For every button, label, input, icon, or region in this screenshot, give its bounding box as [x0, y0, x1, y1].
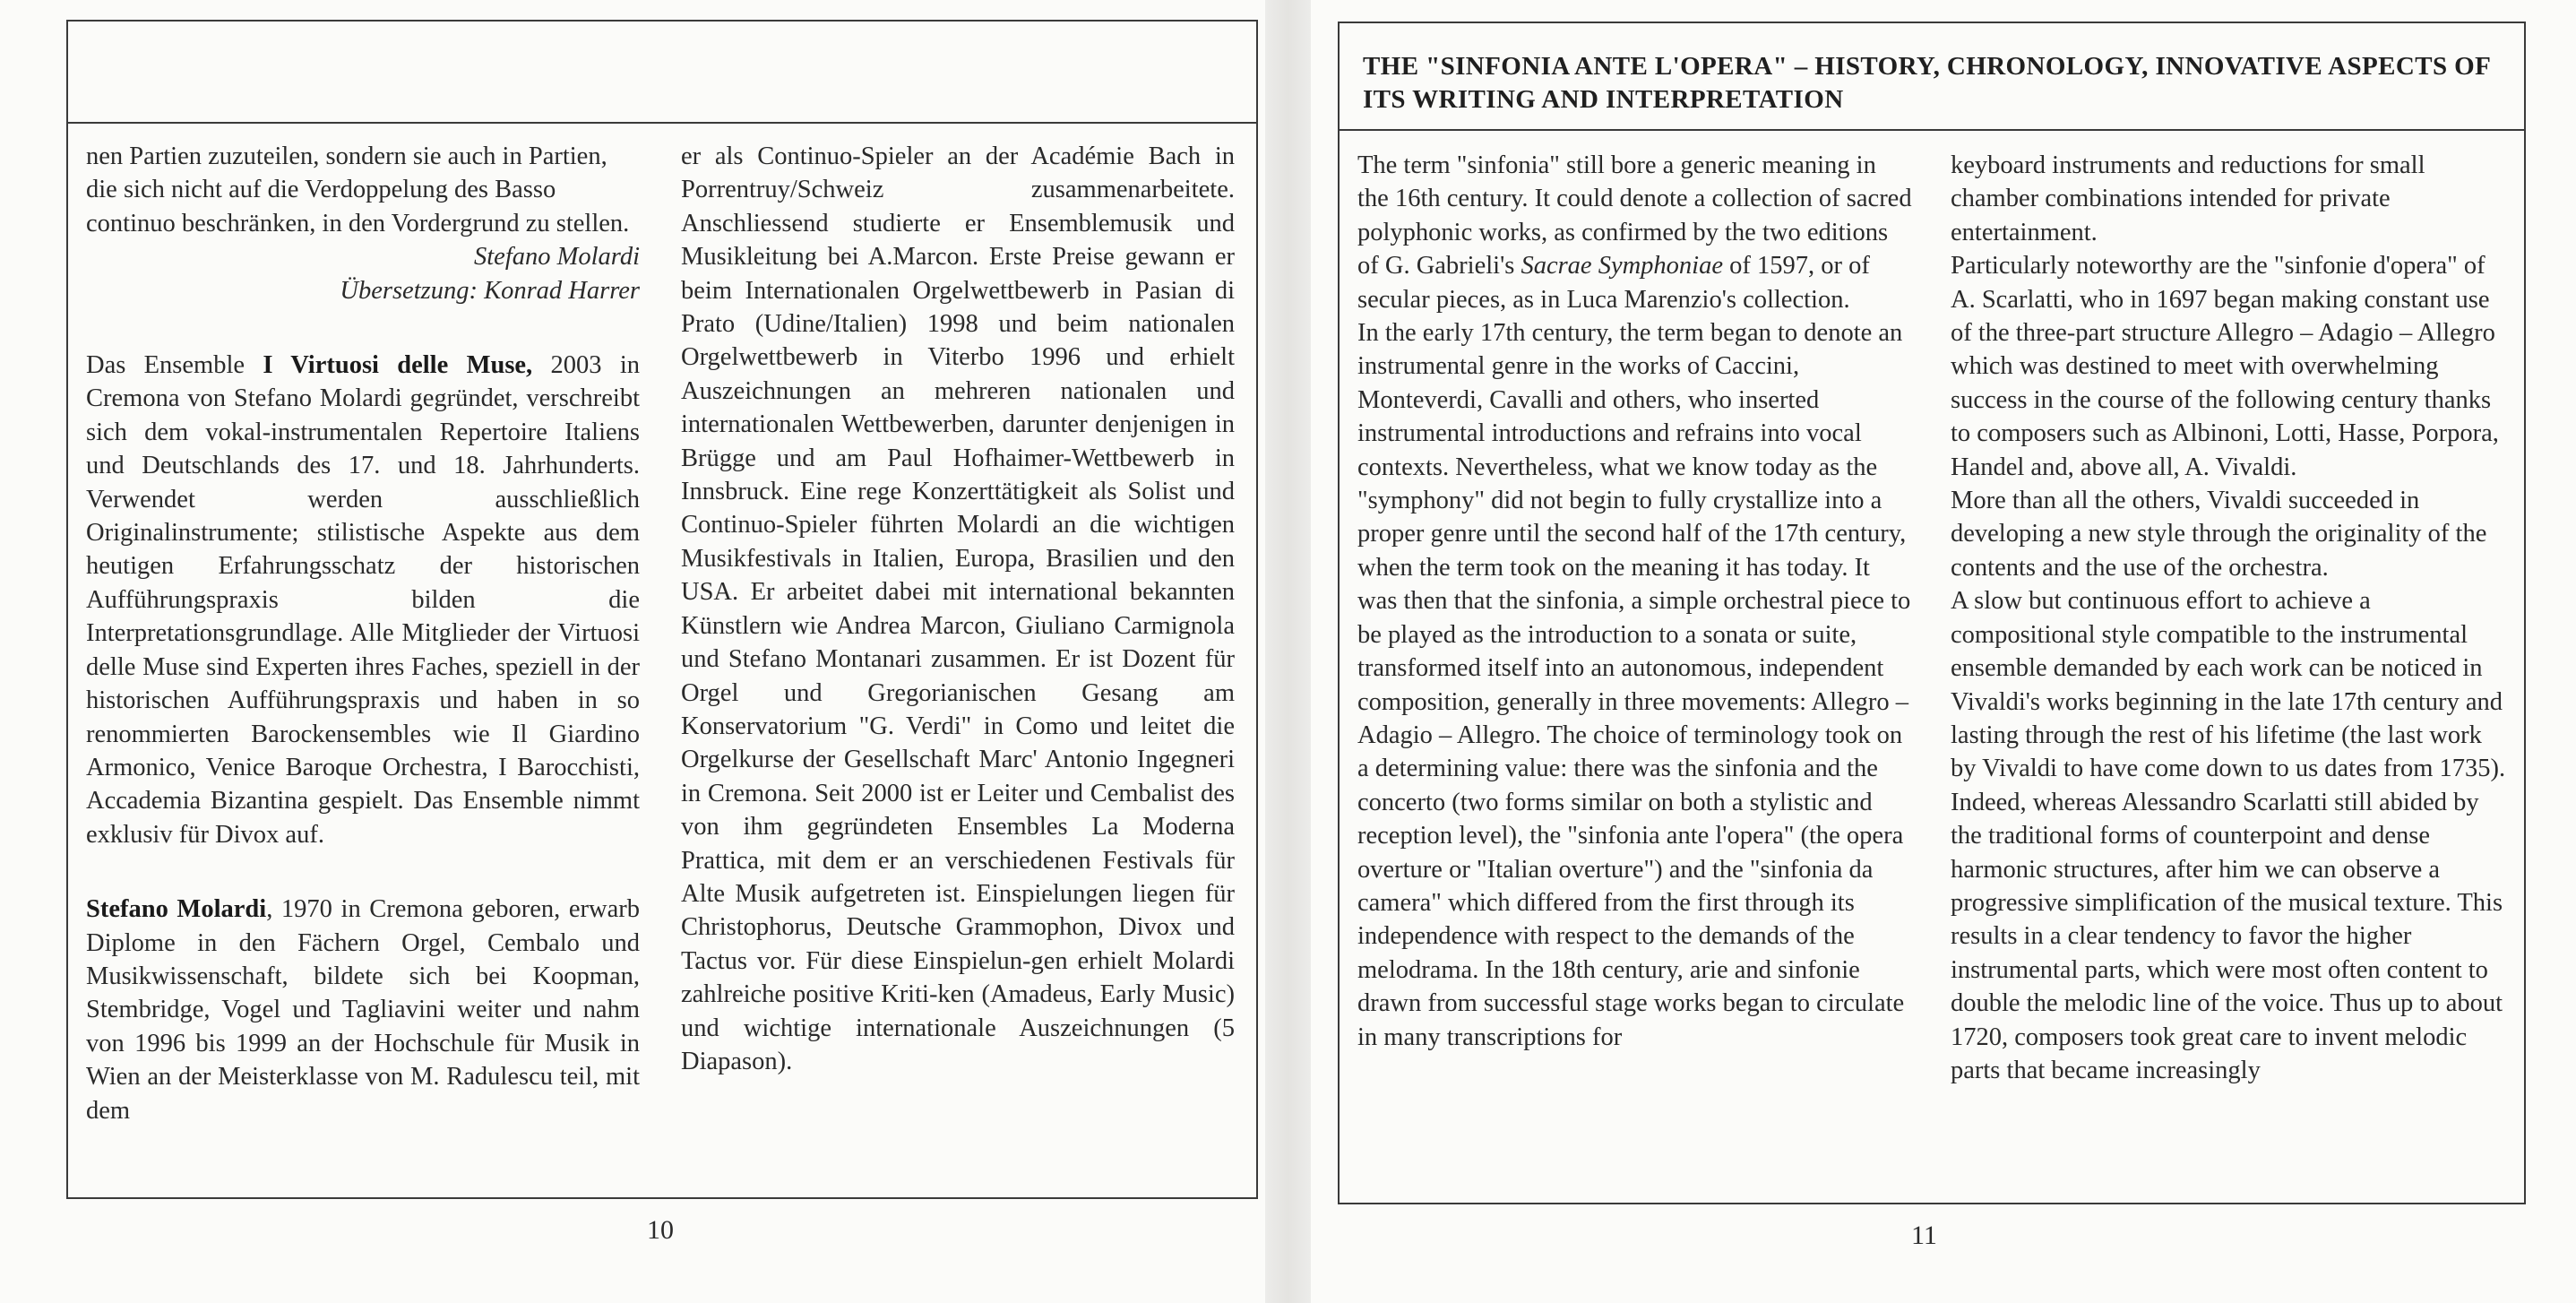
- paragraph: keyboard instruments and reductions for small chamber combinations intended for private entertainment.: [1951, 151, 2425, 246]
- right-column-2: [1951, 149, 2511, 1087]
- author-signature: Stefano Molardi: [474, 243, 640, 272]
- left-page: [0, 0, 1265, 1303]
- paragraph-ensemble: [86, 349, 640, 851]
- text-run: 2003 in Cremona von Stefano Molardi gegründet, verschreibt sich dem vokal-instrumentalen Repertoire Italiens und Deutschlands des 17. und 18. Jahrhunderts. Verwendet werden ausschließlich Originalinstrumente; stilistische Aspekte aus dem heutigen Erfahrungsschatz der historischen Aufführungspraxis bilden die Interpretationsgrundlage. Alle Mitglieder der Virtuosi delle Muse sind Experten ihres Faches, speziell in der historischen Aufführungspraxis und haben in so renommierten Barockensembles wie Il Giardino Armonico, Venice Baroque Orchestra, I Barocchisti, Accademia Bizantina gespielt. Das Ensemble nimmt exklusiv für Divox auf.: [86, 351, 640, 849]
- artist-name: Stefano Molardi: [86, 895, 267, 924]
- right-column-1: [1357, 149, 1913, 1054]
- page-number: 11: [1911, 1221, 1937, 1250]
- page-number: 10: [647, 1215, 674, 1245]
- left-column-2: [681, 140, 1235, 1078]
- left-header-box: [66, 20, 1258, 124]
- paragraph: A slow but continuous effort to achieve a compositional style compatible to the instrumental ensemble demanded by each work can be noticed in Vivaldi's works beginning in the late 17th century and lasting through the rest of his lifetime (the last work by Vivaldi to have come down to us dates from 1735).: [1951, 587, 2506, 783]
- paragraph: Indeed, whereas Alessandro Scarlatti still abided by the traditional forms of counterpoint and dense harmonic structures, after him we can observe a progressive simplification of the musical texture. This results in a clear tendency to favor the higher instrumental parts, which were most often content to double the melodic line of the voice. Thus up to about 1720, composers took great care to invent melodic parts that became increasingly: [1951, 788, 2503, 1084]
- paragraph: er als Continuo-Spieler an der Académie Bach in Porrentruy/Schweiz zusammenarbeitete. Anschliessend studierte er Ensemblemusik und Musikleitung bei A.Marcon. Erste Preise gewann er beim Internationalen Orgelwettbewerb in Pasian di Prato (Udine/Italien) 1998 und beim nationalen Orgelwettbewerb in Viterbo 1996 und erhielt Auszeichnungen an mehreren nationalen und internationalen Wettbewerben, darunter denjenigen in Brügge und am Paul Hofhaimer-Wettbewerb in Innsbruck. Eine rege Konzerttätigkeit als Solist und Continuo-Spieler führten Molardi an die wichtigen Musikfestivals in Italien, Europa, Brasilien und den USA. Er arbeitet dabei mit international bekannten Künstlern wie Andrea Marcon, Giuliano Carmignola und Stefano Montanari zusammen. Er ist Dozent für Orgel und Gregorianischen Gesang am Konservatorium "G. Verdi" in Como und leitet die Orgelkurse der Gesellschaft Marc' Antonio Ingegneri in Cremona. Seit 2000 ist er Leiter und Cembalist des von ihm gegründeten Ensembles La Moderna Prattica, mit dem er an verschiedenen Festivals für Alte Musik aufgetreten ist. Einspielungen liegen für Christophorus, Deutsche Grammophon, Divox und Tactus vor. Für diese Einspielun-gen erhielt Molardi zahlreiche positive Kriti-ken (Amadeus, Early Music) und wichtige internationale Auszeichnungen (5 Diapason).: [681, 142, 1235, 1075]
- right-page: [1311, 0, 2576, 1303]
- translator-credit: Übersetzung: Konrad Harrer: [340, 276, 640, 305]
- work-title: Sacrae Symphoniae: [1521, 252, 1724, 280]
- paragraph: In the early 17th century, the term began to denote an instrumental genre in the works of Caccini, Monteverdi, Cavalli and others, who inserted instrumental introductions and refrains into vocal contexts. Nevertheless, what we know today as the "symphony" did not begin to fully crystallize into a proper genre until the second half of the 17th century, when the term took on the meaning it has today. It was then that the sinfonia, a simple orchestral piece to be played as the introduction to a sonata or suite, transformed itself into an autonomous, independent composition, generally in three movements: Allegro – Adagio – Allegro. The choice of terminology took on a determining value: there was the sinfonia and the concerto (two forms similar on both a stylistic and reception level), the "sinfonia ante l'opera" (the opera overture or "Italian overture") and the "sinfonia da camera" which differed from the first through its independence with respect to the demands of the melodrama. In the 18th century, arie and sinfonie drawn from successful stage works began to circulate in many transcriptions for: [1357, 319, 1911, 1051]
- text-run: of 1597, or of secular pieces, as in Luca Marenzio's collection.: [1357, 252, 1870, 314]
- left-column-1: [86, 140, 640, 1127]
- text-run: Das Ensemble: [86, 351, 263, 380]
- paragraph: More than all the others, Vivaldi succeeded in developing a new style through the originality of the contents and the use of the orchestra.: [1951, 487, 2487, 582]
- text-run: , 1970 in Cremona geboren, erwarb Diplome in den Fächern Orgel, Cembalo und Musikwissenschaft, bildete sich bei Koopman, Stembridge, Vogel und Tagliavini weiter und nahm von 1996 bis 1999 an der Hochschule für Musik in Wien an der Meisterklasse von M. Radulescu teil, mit dem: [86, 895, 640, 1125]
- book-gutter: [1265, 0, 1311, 1303]
- section-title: THE "SINFONIA ANTE L'OPERA" – HISTORY, CHRONOLOGY, INNOVATIVE ASPECTS OF ITS WRITING AND INTERPRETATION: [1363, 52, 2491, 114]
- paragraph: nen Partien zuzuteilen, sondern sie auch in Partien, die sich nicht auf die Verdoppelung des Basso continuo beschränken, in den Vordergrund zu stellen.: [86, 142, 630, 237]
- text-run: The term "sinfonia" still bore a generic meaning in the 16th century. It could denote a collection of sacred polyphonic works, as confirmed by the two editions of G. Gabrieli's: [1357, 151, 1912, 280]
- paragraph: Particularly noteworthy are the "sinfonie d'opera" of A. Scarlatti, who in 1697 began making constant use of the three-part structure Allegro – Adagio – Allegro which was destined to meet with overwhelming success in the course of the following century thanks to composers such as Albinoni, Lotti, Hasse, Porpora, Handel and, above all, A. Vivaldi.: [1951, 252, 2499, 481]
- paragraph: [1357, 149, 1913, 316]
- paragraph-biography: [86, 893, 640, 1127]
- ensemble-name: I Virtuosi delle Muse,: [263, 351, 533, 380]
- right-header-box: [1338, 22, 2526, 131]
